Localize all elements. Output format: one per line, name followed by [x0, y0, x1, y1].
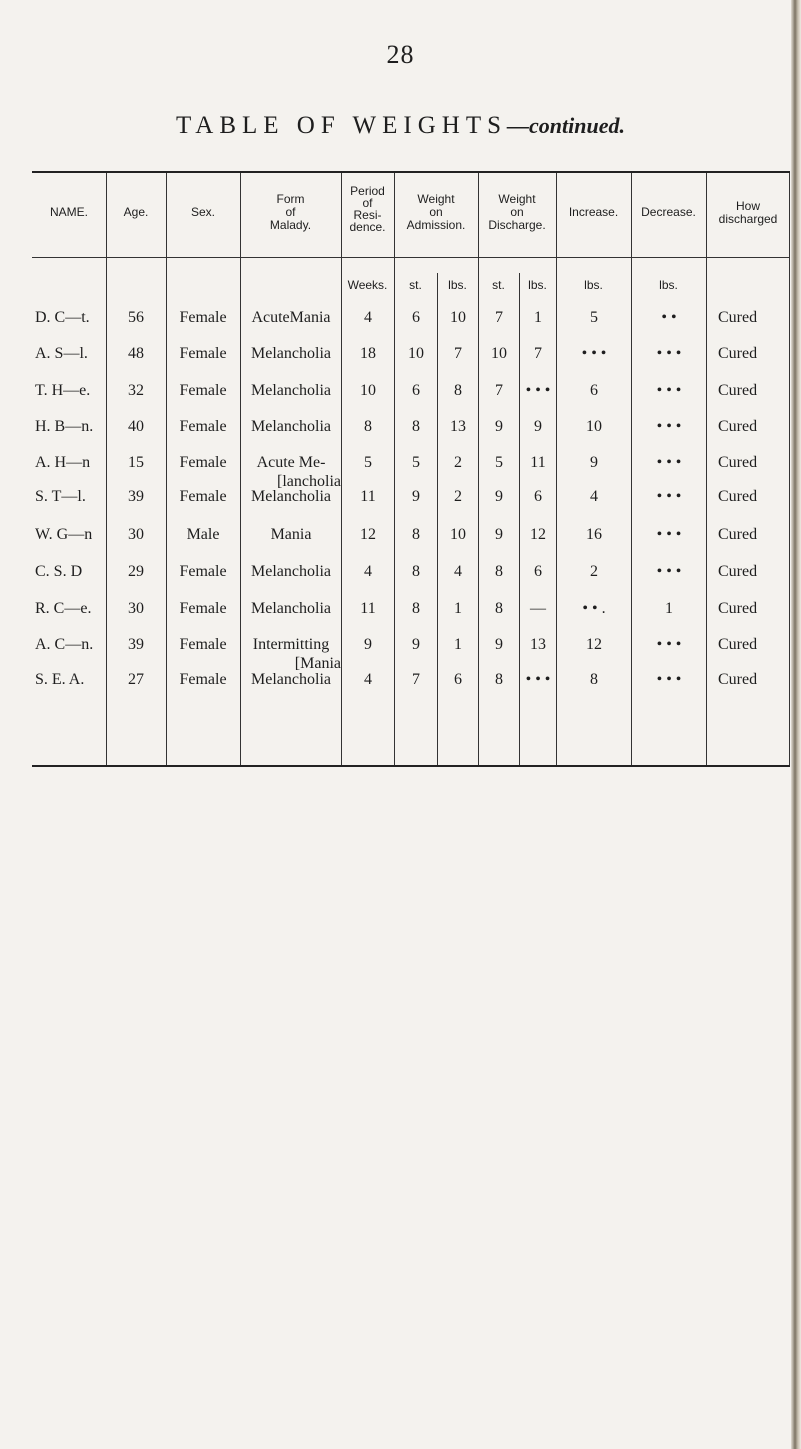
- cell-malady: Acute Me-: [256, 454, 326, 471]
- header-line: How: [735, 199, 760, 213]
- cell-age: 30: [128, 526, 144, 543]
- cell-lbs-discharge: 1: [534, 309, 542, 326]
- cell-lbs-discharge: 7: [534, 345, 542, 362]
- cell-weeks: 9: [364, 636, 372, 653]
- cell-malady: Intermitting: [252, 636, 330, 653]
- cell-sex: Female: [179, 418, 227, 435]
- cell-sex: Female: [179, 600, 227, 617]
- cell-st-admission: 9: [412, 636, 420, 653]
- cell-lbs-discharge: 11: [530, 454, 546, 471]
- cell-malady: Melancholia: [251, 488, 331, 505]
- cell-increase: 12: [586, 636, 602, 653]
- cell-decrease: • • •: [656, 671, 682, 688]
- cell-weeks: 4: [364, 671, 372, 688]
- cell-st-discharge: 8: [495, 600, 503, 617]
- cell-st-admission: 7: [412, 671, 420, 688]
- page-number: 28: [386, 40, 415, 69]
- cell-weeks: 5: [364, 454, 372, 471]
- header-form-of-malady: [240, 193, 341, 232]
- header-increase: Increase.: [568, 205, 619, 219]
- cell-age: 27: [128, 671, 144, 688]
- cell-weeks: 18: [360, 345, 376, 362]
- cell-decrease: 1: [665, 600, 673, 617]
- cell-malady-continuation: [Mania: [294, 655, 341, 672]
- page-title: [0, 112, 801, 140]
- cell-name: R. C—e.: [35, 600, 92, 617]
- header-line: Form: [276, 192, 305, 206]
- unit-st-discharge: st.: [492, 278, 505, 292]
- cell-malady: Melancholia: [251, 671, 331, 688]
- cell-increase: 10: [586, 418, 602, 435]
- cell-lbs-admission: 10: [450, 309, 466, 326]
- cell-age: 15: [128, 454, 144, 471]
- cell-malady: Melancholia: [251, 600, 331, 617]
- cell-lbs-admission: 13: [450, 418, 466, 435]
- cell-sex: Male: [186, 526, 220, 543]
- header-weight-on-discharge: [478, 193, 556, 232]
- cell-how-discharged: Cured: [718, 418, 758, 435]
- header-line: discharged: [718, 212, 778, 226]
- header-line: Malady.: [269, 218, 312, 232]
- cell-sex: Female: [179, 382, 227, 399]
- cell-how-discharged: Cured: [718, 600, 758, 617]
- header-line: Period: [350, 184, 385, 198]
- cell-decrease: • • •: [656, 418, 682, 435]
- title-continued: —continued.: [507, 113, 625, 138]
- cell-st-discharge: 9: [495, 488, 503, 505]
- cell-decrease: • • •: [656, 636, 682, 653]
- cell-weeks: 8: [364, 418, 372, 435]
- cell-sex: Female: [179, 488, 227, 505]
- cell-decrease: • • •: [656, 345, 682, 362]
- cell-lbs-discharge: • • •: [525, 382, 551, 399]
- header-rule: [32, 257, 790, 258]
- cell-how-discharged: Cured: [718, 526, 758, 543]
- header-line: on: [429, 205, 443, 219]
- cell-sex: Female: [179, 309, 227, 326]
- cell-increase: 2: [590, 563, 598, 580]
- cell-age: 48: [128, 345, 144, 362]
- header-period-of-residence: [341, 185, 394, 233]
- cell-age: 39: [128, 488, 144, 505]
- cell-lbs-discharge: • • •: [525, 671, 551, 688]
- cell-lbs-admission: 1: [454, 636, 462, 653]
- unit-st-admission: st.: [409, 278, 422, 292]
- cell-increase: 5: [590, 309, 598, 326]
- cell-malady: Melancholia: [251, 563, 331, 580]
- cell-st-admission: 8: [412, 418, 420, 435]
- title-main: TABLE OF WEIGHTS: [176, 112, 508, 139]
- cell-decrease: • • •: [656, 563, 682, 580]
- cell-name: C. S. D: [35, 563, 83, 580]
- cell-decrease: • •: [661, 309, 677, 326]
- cell-name: D. C—t.: [35, 309, 90, 326]
- cell-weeks: 11: [360, 600, 376, 617]
- cell-name: T. H—e.: [35, 382, 91, 399]
- cell-st-admission: 8: [412, 563, 420, 580]
- cell-malady-continuation: [lancholia: [277, 473, 341, 490]
- cell-st-discharge: 8: [495, 671, 503, 688]
- cell-sex: Female: [179, 345, 227, 362]
- cell-weeks: 4: [364, 309, 372, 326]
- header-line: of: [362, 196, 373, 210]
- header-line: Discharge.: [488, 218, 546, 232]
- cell-st-discharge: 7: [495, 309, 503, 326]
- weights-table: [32, 171, 790, 767]
- cell-increase: 16: [586, 526, 602, 543]
- cell-malady: Melancholia: [251, 418, 331, 435]
- cell-decrease: • • •: [656, 488, 682, 505]
- header-how-discharged: [706, 200, 790, 226]
- cell-increase: 8: [590, 671, 598, 688]
- cell-name: A. S—l.: [35, 345, 88, 362]
- cell-st-discharge: 8: [495, 563, 503, 580]
- cell-decrease: • • •: [656, 454, 682, 471]
- header-weight-on-admission: [394, 193, 478, 232]
- cell-lbs-admission: 10: [450, 526, 466, 543]
- cell-lbs-admission: 8: [454, 382, 462, 399]
- cell-st-discharge: 5: [495, 454, 503, 471]
- cell-lbs-discharge: 12: [530, 526, 546, 543]
- cell-lbs-discharge: 6: [534, 563, 542, 580]
- cell-weeks: 4: [364, 563, 372, 580]
- header-decrease: Decrease.: [641, 205, 696, 219]
- cell-age: 32: [128, 382, 144, 399]
- cell-lbs-discharge: 13: [530, 636, 546, 653]
- cell-name: H. B—n.: [35, 418, 94, 435]
- cell-decrease: • • •: [656, 382, 682, 399]
- cell-decrease: • • •: [656, 526, 682, 543]
- cell-st-discharge: 7: [495, 382, 503, 399]
- cell-name: S. E. A.: [35, 671, 85, 688]
- cell-malady: Mania: [270, 526, 312, 543]
- cell-how-discharged: Cured: [718, 309, 758, 326]
- cell-lbs-admission: 1: [454, 600, 462, 617]
- cell-name: S. T—l.: [35, 488, 86, 505]
- cell-how-discharged: Cured: [718, 345, 758, 362]
- cell-age: 40: [128, 418, 144, 435]
- header-line: of: [285, 205, 296, 219]
- header-age: Age.: [123, 205, 149, 219]
- cell-lbs-admission: 6: [454, 671, 462, 688]
- cell-how-discharged: Cured: [718, 382, 758, 399]
- cell-lbs-admission: 7: [454, 345, 462, 362]
- unit-weeks: Weeks.: [347, 278, 388, 292]
- cell-st-discharge: 10: [491, 345, 507, 362]
- cell-increase: 4: [590, 488, 598, 505]
- cell-lbs-discharge: —: [530, 600, 546, 617]
- cell-lbs-admission: 2: [454, 454, 462, 471]
- cell-weeks: 11: [360, 488, 376, 505]
- cell-st-admission: 8: [412, 526, 420, 543]
- unit-lbs-discharge: lbs.: [528, 278, 547, 292]
- cell-st-admission: 5: [412, 454, 420, 471]
- cell-age: 56: [128, 309, 144, 326]
- header-line: Resi-: [353, 208, 382, 222]
- cell-weeks: 10: [360, 382, 376, 399]
- unit-increase: lbs.: [584, 278, 603, 292]
- cell-st-admission: 8: [412, 600, 420, 617]
- cell-increase: • • .: [582, 600, 606, 617]
- cell-st-discharge: 9: [495, 526, 503, 543]
- cell-name: W. G—n: [35, 526, 93, 543]
- cell-sex: Female: [179, 671, 227, 688]
- cell-lbs-admission: 2: [454, 488, 462, 505]
- cell-sex: Female: [179, 454, 227, 471]
- cell-sex: Female: [179, 636, 227, 653]
- cell-increase: 6: [590, 382, 598, 399]
- unit-lbs-admission: lbs.: [448, 278, 467, 292]
- cell-lbs-discharge: 6: [534, 488, 542, 505]
- cell-lbs-discharge: 9: [534, 418, 542, 435]
- cell-malady: Melancholia: [251, 345, 331, 362]
- cell-age: 39: [128, 636, 144, 653]
- header-line: Admission.: [406, 218, 466, 232]
- cell-how-discharged: Cured: [718, 636, 758, 653]
- header-name: NAME.: [49, 205, 88, 219]
- cell-sex: Female: [179, 563, 227, 580]
- header-line: Weight: [498, 192, 536, 206]
- cell-weeks: 12: [360, 526, 376, 543]
- table-row: [32, 671, 790, 717]
- cell-malady: Melancholia: [251, 382, 331, 399]
- page-edge-shadow: [791, 0, 801, 1449]
- cell-lbs-admission: 4: [454, 563, 462, 580]
- cell-age: 30: [128, 600, 144, 617]
- header-line: on: [510, 205, 524, 219]
- cell-how-discharged: Cured: [718, 671, 758, 688]
- cell-name: A. H—n: [35, 454, 91, 471]
- cell-how-discharged: Cured: [718, 563, 758, 580]
- cell-st-discharge: 9: [495, 418, 503, 435]
- header-line: Weight: [417, 192, 455, 206]
- cell-how-discharged: Cured: [718, 488, 758, 505]
- cell-increase: 9: [590, 454, 598, 471]
- cell-st-admission: 10: [408, 345, 424, 362]
- cell-how-discharged: Cured: [718, 454, 758, 471]
- unit-decrease: lbs.: [659, 278, 678, 292]
- cell-age: 29: [128, 563, 144, 580]
- cell-st-admission: 9: [412, 488, 420, 505]
- cell-name: A. C—n.: [35, 636, 94, 653]
- header-sex: Sex.: [190, 205, 215, 219]
- header-line: dence.: [349, 220, 386, 234]
- cell-st-discharge: 9: [495, 636, 503, 653]
- cell-st-admission: 6: [412, 382, 420, 399]
- cell-st-admission: 6: [412, 309, 420, 326]
- cell-increase: • • •: [581, 345, 607, 362]
- cell-malady: AcuteMania: [251, 309, 331, 326]
